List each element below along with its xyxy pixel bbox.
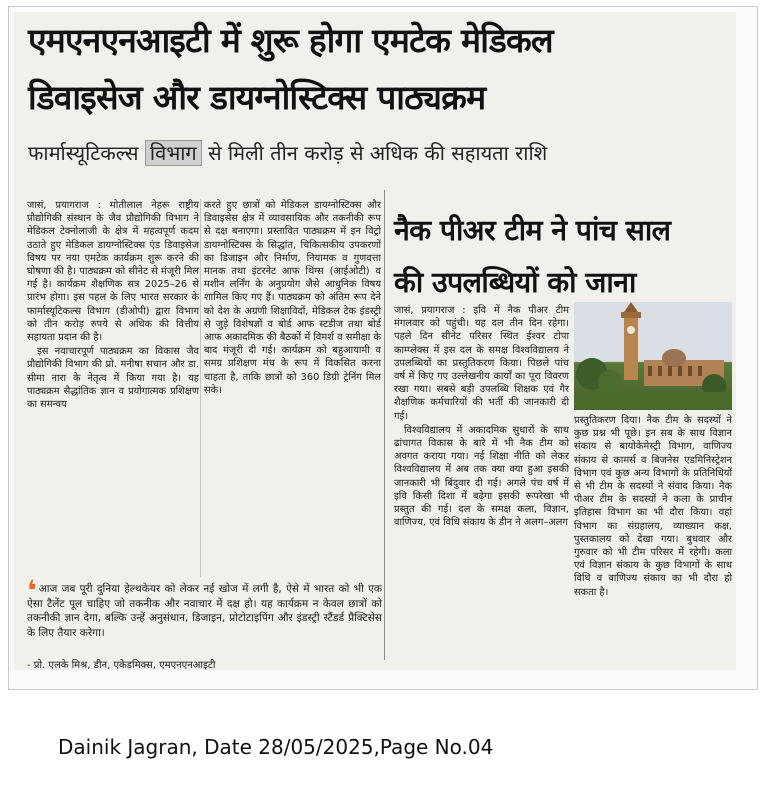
main-headline — [28, 12, 728, 126]
story2-headline-line1: नैक पीअर टीम ने पांच साल — [394, 214, 671, 247]
story1-col1-para1: जासं, प्रयागराज : मोतीलाल नेहरू राष्ट्रीय प्रौद्योगिकी संस्थान के जैव प्रौद्योगिकी विभाग ने मेडिकल टेक्नोलाजी के क्षेत्र में महत्वपूर्ण कदम उठाते हुए मेडिकल डायग्नोस्टिक्स एंड डिवाइसेज विषय पर नया एमटेक कार्यक्रम शुरू करने की घोषणा की है। पाठ्यक्रम को सीनेट से मंजूरी मिल गई है। कार्यक्रम शैक्षणिक सत्र 2025–26 से प्रारंभ होगा। इस पहल के लिए भारत सरकार के फार्मास्यूटिकल्स विभाग (डीओपी) द्वारा विभाग को तीन करोड़ रुपये से अधिक की वित्तीय सहायता प्रदान की है। — [27, 200, 199, 344]
main-headline-line1: एमएनएनआइटी में शुरू होगा एमटेक मेडिकल — [28, 21, 553, 60]
subheadline — [28, 135, 728, 171]
story1-column2 — [204, 199, 381, 398]
pull-quote — [27, 574, 382, 640]
main-headline-line2: डिवाइसेज और डायग्नोस्टिक्स पाठ्यक्रम — [28, 78, 486, 117]
university-building-photo — [574, 302, 732, 410]
story2-column1 — [394, 304, 569, 530]
story2-col2-para1: प्रस्तुतिकरण दिया। नैक टीम के सदस्यों ने कुछ प्रश्न भी पूछे। इन सब के साथ विज्ञान संकाय से बायोकेमेस्ट्री विभाग, वाणिज्य संकाय से कामर्स व बिजनेस एडमिनिस्ट्रेशन विभाग एवं कुछ अन्य विभागों के प्रतिनिधियों से भी टीम के सदस्यों ने संवाद किया। नैक पीअर टीम के सदस्यों ने कला के प्राचीन इतिहास विभाग का भी दौरा किया। वहां विभाग का संग्रहालय, व्याख्यान कक्ष, पुस्तकालय को देखा गया। बुधवार और गुरुवार को भी टीम परिसर में रहेगी। कला एवं विज्ञान संकाय के कुछ विभागों के साथ विधि व वाणिज्य संकाय का भी दौरा हो सकता है। — [574, 415, 732, 598]
column-gutter — [200, 199, 201, 577]
quote-credit: - प्रो. एलके मिश्र, डीन, एकेडमिक्स, एमएनएनआइटी — [27, 660, 216, 670]
story1-column1 — [27, 199, 199, 412]
story2-headline-line2: की उपलब्धियों को जाना — [394, 266, 636, 299]
quote-mark-icon: ❛ — [27, 574, 37, 607]
story2-col1-para2: विश्वविद्यालय में अकादमिक सुधारों के साथ ढांचागत विकास के बारे में भी नैक टीम को अवगत कराया गया। नई शिक्षा नीति को लेकर विश्वविद्यालय में अब तक क्या क्या हुआ इसकी जानकारी भी बिंदुवार दी गई। अगले पंच वर्ष में इवि किसी दिशा में बढ़ेगा इसकी रूपरेखा भी प्रस्तुत की गई। दल के समक्ष कला, विज्ञान, वाणिज्य, एवं विधि संकाय के डीन ने अलग–अलग — [394, 424, 569, 529]
story2-column2 — [574, 414, 732, 600]
subheadline-highlight: विभाग — [145, 140, 202, 166]
column-divider — [384, 190, 385, 660]
story2-col1-para1: जासं, प्रयागराज : इवि में नैक पीअर टीम मंगलवार को पहुंची। यह दल तीन दिन रहेगा। पहले दिन सीनेट परिसर स्थित ईश्वर टोपा काम्प्लेक्स में इस दल के समक्ष विश्वविद्यालय ने उपलब्धियों का प्रस्तुतिकरण किया। पिछले पांच वर्ष में किए गए उल्लेखनीय कार्यों का पूरा विवरण रखा गया। सबसे बड़ी उपलब्धि शिक्षक एवं गैर शैक्षणिक कर्मचारियों की भर्ती की जानकारी दी गई। — [394, 305, 569, 422]
subheadline-before: फार्मास्यूटिकल्स — [28, 141, 139, 165]
newspaper-clipping — [14, 12, 736, 670]
pull-quote-text: आज जब पूरी दुनिया हेल्थकेयर को लेकर नई खोज में लगी है, ऐसे में भारत को भी एक ऐसा टैलेंट पूल चाहिए जो तकनीक और नवाचार में दक्ष हो। यह कार्यक्रम न केवल छात्रों को तकनीकी ज्ञान देगा, बल्कि उन्हें अनुसंधान, डिजाइन, प्रोटोटाइपिंग और इंडस्ट्री स्टैंडर्ड प्रैक्टिसेस के लिए तैयार करेगा। — [27, 583, 382, 639]
building-illustration — [574, 302, 732, 410]
subheadline-after: से मिली तीन करोड़ से अधिक की सहायता राशि — [208, 141, 548, 165]
story2-headline — [394, 205, 734, 309]
source-caption: Dainik Jagran, Date 28/05/2025,Page No.04 — [58, 735, 494, 759]
story1-col2-para1: करते हुए छात्रों को मेडिकल डायग्नोस्टिक्स और डिवाइसेस क्षेत्र में व्यावसायिक और तकनीकी रूप से दक्ष बनाएगा। प्रस्तावित पाठ्यक्रम में इन विट्रो डायग्नोस्टिक्स के सिद्धांत, चिकित्सकीय उपकरणों का डिजाइन और निर्माण, नियामक व गुणवत्ता मानक तथा इंटरनेट आफ थिंग्स (आईओटी) व मशीन लर्निंग के अनुप्रयोग जैसे आधुनिक विषय शामिल किए गए हैं। पाठ्यक्रम को अंतिम रूप देने को देश के अग्रणी शिक्षाविदों, मेडिकल टेक इंडस्ट्री से जुड़े विशेषज्ञों व बोर्ड आफ स्टडीज तथा बोर्ड आफ अकादमिक की बैठकों में विमर्श व समीक्षा के बाद मंजूरी दी गई। कार्यक्रम को बहुआयामी व समग्र प्रशिक्षण मंच के रूप में विकसित करना चाहता है, ताकि छात्रों को 360 डिग्री ट्रेनिंग मिल सके। — [204, 200, 381, 396]
story1-col1-para2: इस नवाचारपूर्ण पाठ्यक्रम का विकास जैव प्रौद्योगिकी विभाग की प्रो. मनीषा सचान और डा. सीमा नारा के नेतृत्व में किया गया है। यह पाठ्यक्रम सैद्धांतिक ज्ञान व प्रयोगात्मक प्रशिक्षण का समन्वय — [27, 346, 199, 411]
